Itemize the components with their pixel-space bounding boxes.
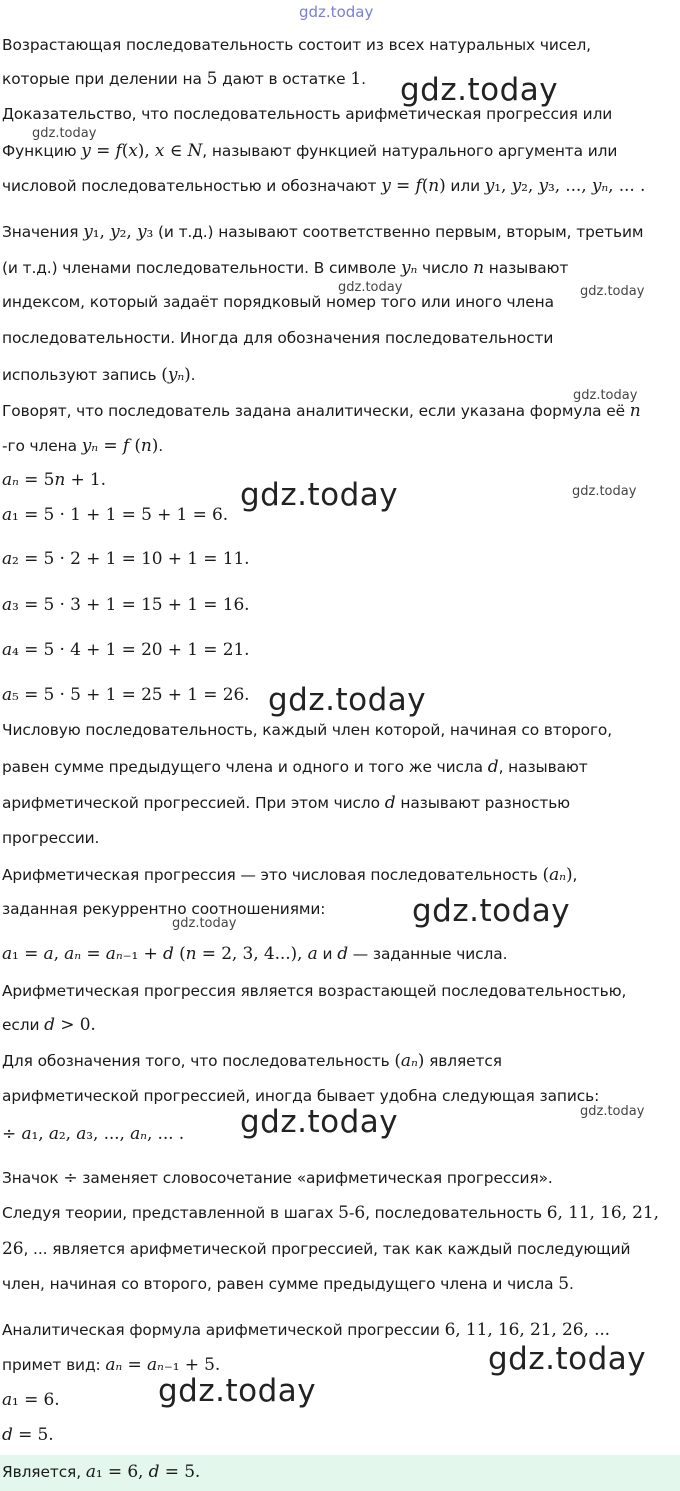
text-line [2, 141, 617, 161]
math-segment: a [43, 944, 54, 964]
text-segment: прогрессии. [2, 829, 100, 847]
watermark: gdz.today [268, 682, 427, 718]
math-segment: ( [542, 865, 550, 885]
text-segment: число [417, 259, 474, 277]
math-segment: y [400, 258, 411, 278]
text-segment: (и т.д.) членами последовательности. В символе [2, 259, 401, 277]
text-segment: Возрастающая последовательность состоит из всех натуральных чисел, [2, 36, 591, 54]
math-segment: ∈ [164, 141, 188, 161]
text-segment: называют [484, 259, 569, 277]
watermark: gdz.today [32, 126, 97, 141]
math-segment: d [487, 757, 499, 777]
text-segment: равен сумме предыдущего члена и одного и того же числа [2, 758, 488, 776]
math-segment: , ... . [608, 176, 646, 196]
math-segment: a [2, 549, 13, 569]
math-segment: = 5. [159, 1462, 201, 1482]
formula-line [2, 944, 507, 964]
math-segment: a [2, 944, 13, 964]
math-segment: a [2, 470, 13, 490]
math-segment: y [83, 222, 93, 242]
math-segment: y [110, 222, 120, 242]
math-segment: ) [151, 436, 159, 456]
text-line [2, 793, 570, 813]
math-segment: f [115, 141, 122, 161]
watermark: gdz.today [580, 1104, 645, 1119]
formula-line [2, 640, 249, 660]
math-segment: a [85, 1462, 96, 1482]
math-segment: ) [565, 865, 573, 885]
math-segment: f [122, 436, 130, 456]
text-line [2, 365, 195, 385]
text-line [2, 1015, 96, 1035]
watermark: gdz.today [158, 1373, 317, 1409]
text-segment: . [190, 366, 196, 384]
watermark: gdz.today [240, 1104, 399, 1140]
math-segment: d [44, 1015, 55, 1035]
watermark: gdz.today [573, 388, 638, 403]
math-segment: d [148, 1462, 160, 1482]
formula-line [2, 470, 106, 490]
text-line [2, 1203, 659, 1223]
math-segment: ₁, [494, 176, 512, 196]
math-segment: ₁, [31, 1124, 49, 1144]
text-segment: дают в остатке [217, 70, 351, 88]
math-segment: a [2, 595, 13, 615]
math-segment: y [167, 365, 178, 385]
text-line [2, 982, 626, 1000]
text-segment: и [317, 945, 338, 963]
watermark: gdz.today [172, 916, 237, 931]
math-segment: a [2, 505, 13, 525]
formula-line [2, 1390, 60, 1410]
text-segment: Функцию [2, 142, 82, 160]
text-segment: которые при делении на [2, 70, 207, 88]
math-segment: 6, 11, 16, 21, [546, 1203, 659, 1223]
formula-line [2, 685, 249, 705]
math-segment: ₂, [119, 222, 137, 242]
text-segment: Арифметическая прогрессия — это числовая последовательность [2, 866, 543, 884]
math-segment: n [428, 176, 440, 196]
math-segment: ( [173, 944, 186, 964]
math-segment: = [122, 1355, 147, 1375]
math-segment: ₃, ..., [86, 1124, 131, 1144]
math-segment: a [130, 1124, 141, 1144]
text-segment: член, начиная со второго, равен сумме предыдущего члена и числа [2, 1275, 559, 1293]
math-segment: ₙ [410, 1051, 418, 1071]
math-segment: ( [121, 141, 129, 161]
text-line [2, 1320, 610, 1340]
math-segment: f [415, 176, 422, 196]
text-segment: Доказательство, что последовательность арифметическая прогрессия или [2, 105, 613, 123]
math-segment: ₄ = 5 · 4 + 1 = 20 + 1 = 21. [12, 640, 250, 660]
text-segment: . [361, 70, 366, 88]
math-segment: , ... . [146, 1124, 185, 1144]
math-segment: ÷ [2, 1124, 22, 1144]
math-segment: a [64, 944, 75, 964]
math-segment: ÷ [63, 1168, 78, 1188]
math-segment: ₙ [140, 1124, 147, 1144]
math-segment: a [549, 865, 560, 885]
math-segment: ₃, ..., [547, 176, 592, 196]
text-line [2, 1239, 630, 1259]
formula-line [2, 1124, 184, 1144]
math-segment: ₁ = [12, 944, 44, 964]
math-segment: ( [421, 176, 429, 196]
math-segment: n [185, 944, 197, 964]
math-segment: d [337, 944, 348, 964]
text-line [2, 258, 568, 278]
math-segment: = [81, 944, 106, 964]
text-line [2, 1087, 599, 1105]
text-segment: Арифметическая прогрессия является возрастающей последовательностью, [2, 982, 627, 1000]
math-segment: ₁ = 6. [12, 1390, 60, 1410]
math-segment: 26 [2, 1239, 24, 1259]
math-segment: ₙ [12, 470, 19, 490]
text-line [2, 829, 99, 847]
math-segment: ₅ = 5 · 5 + 1 = 25 + 1 = 26. [12, 685, 250, 705]
math-segment: a [2, 1390, 13, 1410]
text-segment: является [424, 1052, 502, 1070]
text-line [2, 436, 163, 456]
math-segment: ₂ = 5 · 2 + 1 = 10 + 1 = 11. [12, 549, 250, 569]
math-segment: y [81, 436, 92, 456]
math-segment: ) [184, 365, 191, 385]
math-segment: ₃ = 5 · 3 + 1 = 15 + 1 = 16. [12, 595, 250, 615]
text-segment: арифметической прогрессией. При этом число [2, 794, 385, 812]
math-segment: a [2, 685, 13, 705]
text-segment: , называют [498, 758, 588, 776]
math-segment: a [21, 1124, 32, 1144]
math-segment: ₁ = 5 · 1 + 1 = 5 + 1 = 6. [12, 505, 229, 525]
math-segment: ₙ [157, 1355, 164, 1375]
watermark: gdz.today [412, 893, 571, 929]
math-segment: y [591, 176, 602, 196]
text-line [2, 757, 588, 777]
math-segment: ₙ [410, 258, 418, 278]
math-segment: > 0. [54, 1015, 96, 1035]
math-segment: ₃ [146, 222, 154, 242]
text-line [2, 865, 577, 885]
math-segment: ₂, [58, 1124, 77, 1144]
math-segment: 5 [338, 1203, 349, 1223]
math-segment: n [140, 436, 152, 456]
math-segment: = 5. [12, 1425, 54, 1445]
math-segment: + 1. [65, 470, 106, 490]
math-segment: d [384, 793, 396, 813]
text-line [2, 1274, 574, 1294]
math-segment: ₙ [115, 944, 123, 964]
text-line [2, 1051, 502, 1071]
math-segment: ₂, [521, 176, 539, 196]
math-segment: a [76, 1124, 87, 1144]
math-segment: n [54, 470, 66, 490]
text-line [2, 721, 612, 739]
math-segment: = 5 [18, 470, 55, 490]
math-segment: ₁ = 6, [95, 1462, 149, 1482]
text-segment: Значок [2, 1169, 64, 1187]
text-segment: числовой последовательностью и обозначают [2, 177, 382, 195]
math-segment: ( [161, 365, 168, 385]
math-segment: y [136, 222, 147, 242]
math-segment: ₙ [115, 1355, 123, 1375]
math-segment: a [105, 1355, 116, 1375]
math-segment: 6, 11, 16, 21, 26, ... [444, 1320, 610, 1340]
math-segment: x [128, 141, 138, 161]
text-segment: — заданные числа. [347, 945, 508, 963]
math-segment: ₋₁ + [122, 944, 163, 964]
math-segment: = 2, 3, 4...), [196, 944, 308, 964]
math-segment: , [53, 944, 65, 964]
math-segment: y [538, 176, 548, 196]
math-segment: n [473, 258, 485, 278]
math-segment: ₋₁ + 5. [163, 1355, 221, 1375]
math-segment: a [2, 640, 13, 660]
text-segment: . [158, 437, 164, 455]
text-line [2, 1168, 553, 1188]
text-segment: индексом, который задаёт порядковый номер того или иного члена [2, 293, 554, 311]
math-segment: a [105, 944, 116, 964]
formula-line [2, 505, 228, 525]
watermark: gdz.today [338, 280, 403, 295]
text-line [2, 900, 325, 918]
math-segment: = [98, 436, 123, 456]
math-segment: n [629, 401, 641, 421]
text-segment: , последовательность [365, 1204, 547, 1222]
math-segment: ₙ [74, 944, 82, 964]
math-segment: a [146, 1355, 158, 1375]
text-segment: используют запись [2, 366, 162, 384]
text-segment: (и т.д.) называют соответственно первым, вторым, третьим [153, 223, 644, 241]
formula-line [2, 595, 249, 615]
math-segment: d [162, 944, 174, 964]
watermark: gdz.today [572, 484, 637, 499]
text-line [2, 293, 554, 311]
text-line [2, 69, 366, 89]
text-segment: заменяет словосочетание «арифметическая прогрессия». [77, 1169, 553, 1187]
math-segment: y [81, 141, 91, 161]
text-segment: Является, [2, 1463, 86, 1481]
text-segment: Значения [2, 223, 84, 241]
formula-line [2, 1355, 220, 1375]
text-segment: последовательности. Иногда для обозначения последовательности [2, 329, 554, 347]
text-segment: Следуя теории, представленной в шагах [2, 1204, 339, 1222]
text-segment: примет вид: [2, 1356, 106, 1374]
text-segment: Аналитическая формула арифметической прогрессии [2, 1321, 445, 1339]
math-segment: y [381, 176, 391, 196]
watermark: gdz.today [580, 284, 645, 299]
watermark: gdz.today [488, 1341, 647, 1377]
text-segment: , [572, 866, 578, 884]
math-segment: ), [137, 141, 155, 161]
formula-line [2, 549, 249, 569]
text-line [2, 176, 645, 196]
text-line [2, 329, 553, 347]
math-segment: a [400, 1051, 411, 1071]
math-segment: ₙ [601, 176, 609, 196]
watermark-top: gdz.today [299, 3, 374, 21]
math-segment: = [90, 141, 116, 161]
text-line [2, 222, 643, 242]
math-segment: ₙ [177, 365, 185, 385]
text-line [2, 36, 591, 54]
math-segment: x [154, 141, 165, 161]
math-segment: y [484, 176, 495, 196]
text-segment: заданная рекуррентно соотношениями: [2, 900, 326, 918]
formula-line [2, 1425, 54, 1445]
text-segment: если [2, 1016, 45, 1034]
math-segment: ) [417, 1051, 425, 1071]
text-segment: Числовую последовательность, каждый член которой, начиная со второго, [2, 721, 613, 739]
text-segment: или [445, 177, 485, 195]
math-segment: ₙ [91, 436, 99, 456]
math-segment: 5 [206, 69, 218, 89]
math-segment: 5 [558, 1274, 569, 1294]
math-segment: y [511, 176, 522, 196]
watermark: gdz.today [400, 72, 559, 108]
math-segment: ₙ [559, 865, 566, 885]
math-segment: a [48, 1124, 59, 1144]
text-segment: . [568, 1275, 574, 1293]
math-segment: ( [394, 1051, 401, 1071]
text-segment: называют разностью [395, 794, 571, 812]
text-segment: -го члена [2, 437, 82, 455]
text-segment: Для обозначения того, что последовательность [2, 1052, 395, 1070]
text-segment: - [348, 1204, 355, 1222]
math-segment: ) [439, 176, 446, 196]
math-segment: 1 [350, 69, 362, 89]
math-segment: = [390, 176, 416, 196]
text-segment: , ... является арифметической прогрессией, так как каждый последующий [23, 1240, 631, 1258]
text-segment: , называют функцией натурального аргумента или [202, 142, 618, 160]
math-segment: d [2, 1425, 13, 1445]
text-segment: Говорят, что последователь задана аналитически, если указана формула её [2, 402, 630, 420]
math-segment: N [187, 141, 203, 161]
text-line [2, 401, 641, 421]
math-segment: ( [129, 436, 141, 456]
text-segment: арифметической прогрессией, иногда бывает удобна следующая запись: [2, 1087, 600, 1105]
watermark: gdz.today [240, 477, 399, 513]
math-segment: a [307, 944, 318, 964]
math-segment: ₁, [92, 222, 111, 242]
answer-line [2, 1462, 200, 1482]
math-segment: 6 [354, 1203, 366, 1223]
